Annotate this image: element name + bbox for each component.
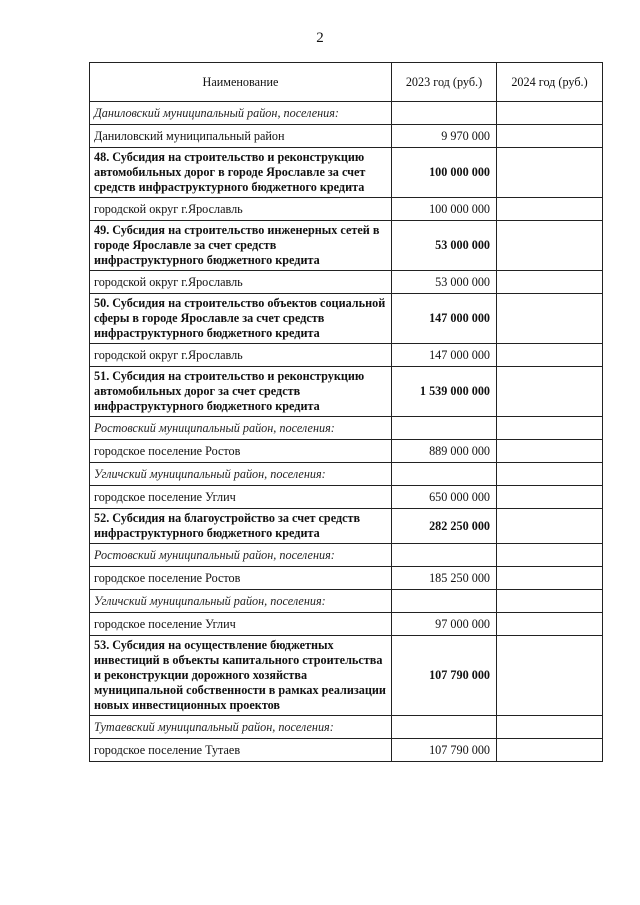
row-amount-2023 — [392, 590, 497, 613]
row-amount-2023: 107 790 000 — [392, 636, 497, 716]
row-amount-2024 — [497, 344, 603, 367]
row-amount-2023 — [392, 102, 497, 125]
row-name: городское поселение Ростов — [90, 567, 392, 590]
row-name: 48. Субсидия на строительство и реконструкцию автомобильных дорог в городе Ярославле за счет средств инфраструктурного бюджетного кредита — [90, 148, 392, 198]
page-number: 2 — [316, 30, 324, 46]
subsidy-row — [90, 148, 603, 198]
row-amount-2023 — [392, 463, 497, 486]
row-name: городское поселение Углич — [90, 486, 392, 509]
subsidy-table — [89, 62, 603, 762]
row-amount-2023: 53 000 000 — [392, 221, 497, 271]
row-amount-2024 — [497, 486, 603, 509]
row-amount-2023: 889 000 000 — [392, 440, 497, 463]
row-name: 49. Субсидия на строительство инженерных сетей в городе Ярославле за счет средств инфраструктурного бюджетного кредита — [90, 221, 392, 271]
municipality-row — [90, 344, 603, 367]
row-amount-2024 — [497, 544, 603, 567]
row-name: Даниловский муниципальный район, поселения: — [90, 102, 392, 125]
district-group-row — [90, 102, 603, 125]
row-amount-2023: 282 250 000 — [392, 509, 497, 544]
row-amount-2024 — [497, 440, 603, 463]
municipality-row — [90, 613, 603, 636]
district-group-row — [90, 544, 603, 567]
row-name: 53. Субсидия на осуществление бюджетных инвестиций в объекты капитального строительства и реконструкции дорожного хозяйства муниципальной собственности в рамках реализации новых инвестиционных проектов — [90, 636, 392, 716]
row-amount-2024 — [497, 294, 603, 344]
row-name: 52. Субсидия на благоустройство за счет средств инфраструктурного бюджетного кредита — [90, 509, 392, 544]
row-amount-2024 — [497, 271, 603, 294]
row-amount-2024 — [497, 716, 603, 739]
subsidy-row — [90, 636, 603, 716]
municipality-row — [90, 271, 603, 294]
row-amount-2024 — [497, 636, 603, 716]
municipality-row — [90, 567, 603, 590]
header-2024: 2024 год (руб.) — [497, 63, 603, 102]
row-amount-2023: 100 000 000 — [392, 198, 497, 221]
row-amount-2023: 97 000 000 — [392, 613, 497, 636]
row-amount-2023: 650 000 000 — [392, 486, 497, 509]
municipality-row — [90, 440, 603, 463]
row-amount-2023: 147 000 000 — [392, 294, 497, 344]
row-name: городское поселение Ростов — [90, 440, 392, 463]
row-amount-2023: 53 000 000 — [392, 271, 497, 294]
municipality-row — [90, 198, 603, 221]
row-amount-2023: 147 000 000 — [392, 344, 497, 367]
row-amount-2024 — [497, 463, 603, 486]
row-amount-2023 — [392, 716, 497, 739]
row-name: городской округ г.Ярославль — [90, 344, 392, 367]
row-amount-2024 — [497, 148, 603, 198]
district-group-row — [90, 590, 603, 613]
row-name: Ростовский муниципальный район, поселения: — [90, 417, 392, 440]
row-amount-2023 — [392, 544, 497, 567]
row-amount-2024 — [497, 417, 603, 440]
row-name: городское поселение Тутаев — [90, 739, 392, 762]
row-name: 50. Субсидия на строительство объектов социальной сферы в городе Ярославле за счет средств инфраструктурного бюджетного кредита — [90, 294, 392, 344]
district-group-row — [90, 716, 603, 739]
row-amount-2023 — [392, 417, 497, 440]
row-amount-2024 — [497, 198, 603, 221]
row-amount-2023: 100 000 000 — [392, 148, 497, 198]
header-name: Наименование — [90, 63, 392, 102]
subsidy-row — [90, 509, 603, 544]
row-name: городской округ г.Ярославль — [90, 198, 392, 221]
municipality-row — [90, 125, 603, 148]
row-amount-2023: 185 250 000 — [392, 567, 497, 590]
row-name: Угличский муниципальный район, поселения: — [90, 590, 392, 613]
row-name: городское поселение Углич — [90, 613, 392, 636]
row-name: Даниловский муниципальный район — [90, 125, 392, 148]
row-amount-2024 — [497, 125, 603, 148]
subsidy-row — [90, 221, 603, 271]
row-name: 51. Субсидия на строительство и реконструкцию автомобильных дорог за счет средств инфраструктурного бюджетного кредита — [90, 367, 392, 417]
row-amount-2024 — [497, 613, 603, 636]
municipality-row — [90, 486, 603, 509]
subsidy-row — [90, 294, 603, 344]
row-amount-2023: 9 970 000 — [392, 125, 497, 148]
row-name: городской округ г.Ярославль — [90, 271, 392, 294]
row-amount-2023: 1 539 000 000 — [392, 367, 497, 417]
district-group-row — [90, 463, 603, 486]
row-amount-2024 — [497, 509, 603, 544]
table-body — [90, 102, 603, 762]
row-name: Ростовский муниципальный район, поселения: — [90, 544, 392, 567]
district-group-row — [90, 417, 603, 440]
row-amount-2024 — [497, 367, 603, 417]
row-amount-2024 — [497, 567, 603, 590]
row-amount-2024 — [497, 739, 603, 762]
row-name: Тутаевский муниципальный район, поселения: — [90, 716, 392, 739]
row-amount-2024 — [497, 590, 603, 613]
row-amount-2024 — [497, 221, 603, 271]
subsidy-row — [90, 367, 603, 417]
row-amount-2024 — [497, 102, 603, 125]
municipality-row — [90, 739, 603, 762]
row-name: Угличский муниципальный район, поселения: — [90, 463, 392, 486]
table-header-row — [90, 63, 603, 102]
header-2023: 2023 год (руб.) — [392, 63, 497, 102]
row-amount-2023: 107 790 000 — [392, 739, 497, 762]
